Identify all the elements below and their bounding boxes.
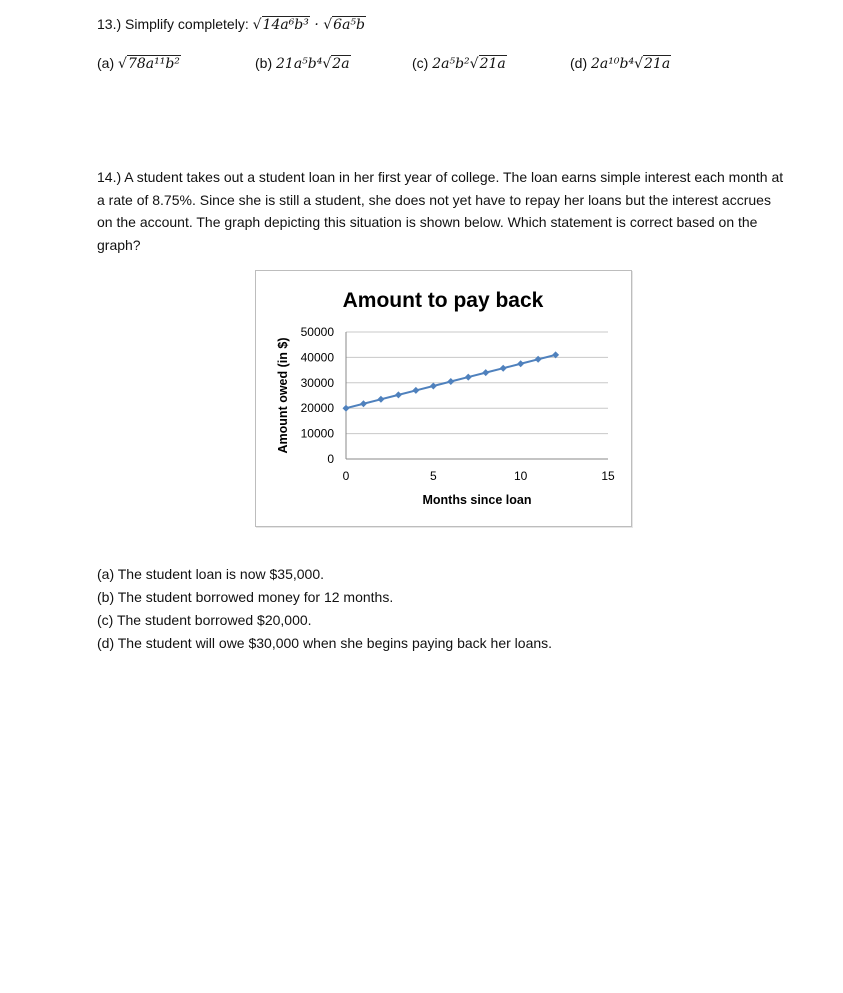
data-point [465, 374, 472, 381]
option-label: (b) [255, 55, 273, 71]
data-point [395, 391, 402, 398]
q13-option-b[interactable]: (b) 21a⁵b⁴√2a [255, 55, 350, 72]
option-label: (a) [97, 55, 115, 71]
q14-option-a[interactable]: (a) The student loan is now $35,000. [97, 566, 325, 582]
y-tick-label: 30000 [300, 375, 334, 390]
data-point [360, 400, 367, 407]
data-point [343, 405, 350, 412]
chart-title: Amount to pay back [342, 289, 544, 312]
y-tick-label: 0 [327, 452, 334, 466]
x-tick-label: 15 [601, 469, 615, 483]
option-label: (c) [412, 55, 429, 71]
option-radicand: 78a¹¹b² [127, 56, 180, 72]
x-tick-label: 10 [513, 469, 528, 483]
q14-option-c[interactable]: (c) The student borrowed $20,000. [97, 612, 312, 628]
q13-option-a[interactable]: (a) √78a¹¹b² [97, 55, 180, 72]
q13-radicand-2: 6a⁵b [333, 17, 365, 33]
q14-option-b[interactable]: (b) The student borrowed money for 12 months. [97, 589, 394, 605]
x-axis-label: Months since loan [422, 493, 532, 507]
data-point [377, 396, 384, 403]
y-tick-label: 50000 [300, 325, 334, 339]
q14-option-d[interactable]: (d) The student will owe $30,000 when she begins paying back her loans. [97, 635, 553, 651]
y-tick-label: 40000 [300, 350, 334, 365]
data-point [430, 382, 437, 389]
data-point [535, 356, 542, 363]
option-coef: 2a⁵b² [432, 56, 470, 72]
option-label: (d) [570, 55, 588, 71]
line-chart [256, 271, 631, 526]
data-point [500, 365, 507, 372]
y-tick-label: 20000 [300, 401, 334, 416]
data-point [482, 369, 489, 376]
data-point [412, 387, 419, 394]
option-coef: 21a⁵b⁴ [276, 56, 323, 72]
option-radicand: 2a [332, 56, 350, 72]
q13-option-d[interactable]: (d) 2a¹⁰b⁴√21a [570, 55, 671, 72]
option-radicand: 21a [644, 56, 671, 72]
x-tick-label: 0 [342, 469, 350, 483]
y-tick-label: 10000 [300, 426, 334, 441]
q13-radical-2: √6a⁵b [323, 17, 365, 33]
data-point [517, 360, 524, 367]
q13-option-c[interactable]: (c) 2a⁵b²√21a [412, 55, 506, 72]
data-point [447, 378, 454, 385]
q13-label: 13.) Simplify completely: [97, 16, 249, 32]
x-tick-label: 5 [429, 469, 437, 483]
option-coef: 2a¹⁰b⁴ [591, 56, 635, 72]
q13-dot: · [314, 17, 319, 33]
q13-expression [253, 17, 366, 33]
q13-radicand-1: 14a⁶b³ [262, 17, 309, 33]
y-axis-label: Amount owed (in $) [276, 337, 290, 454]
option-radicand: 21a [479, 56, 506, 72]
q14-text: 14.) A student takes out a student loan in her first year of college. The loan earns simple interest each month at a rate of 8.75%. Since she is still a student, she does not yet have to repay her loans but the interest accrues on the account. The graph depicting this situation is shown below. Which statement is correct based on the graph? [97, 169, 784, 253]
q13-radical-1: √14a⁶b³ [252, 17, 309, 33]
q13-prompt [97, 16, 366, 33]
chart-container [255, 270, 632, 527]
